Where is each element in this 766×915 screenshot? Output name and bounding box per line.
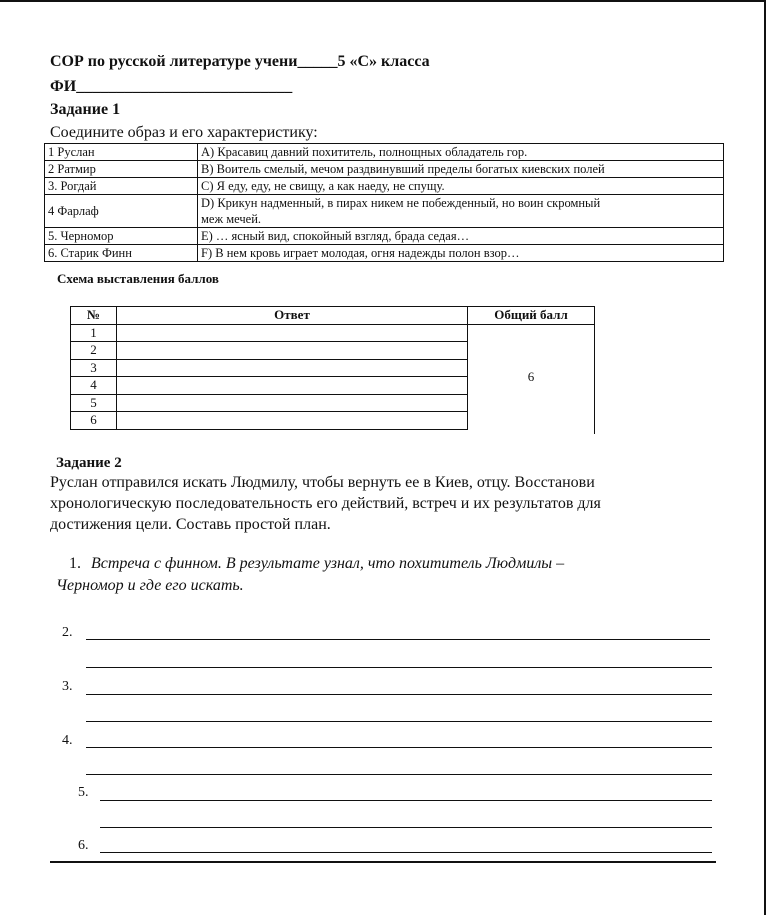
description-cell: A) Красавиц давний похититель, полнощных обладатель гор.: [198, 144, 724, 161]
plan-item-text: Черномор и где его искать.: [56, 577, 244, 594]
scoring-header-row: [71, 307, 595, 325]
row-number: 5: [71, 394, 117, 412]
instruction-line: достижения цели. Составь простой план.: [50, 516, 331, 533]
scoring-row: [71, 324, 595, 342]
scoring-table: [70, 306, 594, 430]
answer-line[interactable]: [100, 800, 712, 801]
instruction-line: Руслан отправился искать Людмилу, чтобы вернуть ее в Киев, отцу. Восстанови: [50, 474, 595, 491]
description-cell: C) Я еду, еду, не свищу, а как наеду, не спущу.: [198, 178, 724, 195]
row-number: 2: [71, 342, 117, 360]
plan-item-1: [56, 553, 565, 597]
frame-top-border: [0, 0, 766, 2]
answer-line[interactable]: [86, 747, 712, 748]
answer-cell[interactable]: [117, 359, 468, 377]
plan-item-number: 3.: [62, 679, 73, 694]
matching-row: [45, 245, 724, 262]
answer-line[interactable]: [86, 639, 710, 640]
description-cell: [198, 195, 724, 228]
matching-row: [45, 195, 724, 228]
matching-table: [44, 143, 724, 262]
plan-item-number: 6.: [78, 838, 89, 853]
plan-item-number: 4.: [62, 733, 73, 748]
answer-line[interactable]: [100, 852, 712, 853]
description-cell: F) В нем кровь играет молодая, огня надежды полон взор…: [198, 245, 724, 262]
document-title: СОР по русской литературе учени_____5 «С» класса: [50, 53, 430, 70]
description-line: D) Крикун надменный, в пирах никем не побежденный, но воин скромный: [201, 196, 601, 210]
row-number: 3: [71, 359, 117, 377]
score-table-right-border: [594, 306, 595, 434]
matching-row: [45, 144, 724, 161]
description-cell: E) … ясный вид, спокойный взгляд, брада седая…: [198, 228, 724, 245]
answer-line[interactable]: [86, 667, 712, 668]
character-cell: 2 Ратмир: [45, 161, 198, 178]
number-header: №: [71, 307, 117, 325]
task1-instruction: Соедините образ и его характеристику:: [50, 124, 318, 141]
row-number: 6: [71, 412, 117, 430]
character-cell: 1 Руслан: [45, 144, 198, 161]
total-score-cell: 6: [468, 324, 595, 429]
plan-item-text: Встреча с финном. В результате узнал, что похититель Людмилы –: [91, 555, 565, 572]
matching-row: [45, 228, 724, 245]
answer-cell[interactable]: [117, 394, 468, 412]
name-field-label: ФИ___________________________: [50, 78, 293, 95]
answer-cell[interactable]: [117, 412, 468, 430]
task2-instruction: [50, 472, 710, 535]
row-number: 1: [71, 324, 117, 342]
answer-line[interactable]: [86, 694, 712, 695]
instruction-line: хронологическую последовательность его действий, встреч и их результатов для: [50, 495, 601, 512]
plan-item-number: 2.: [62, 625, 73, 640]
bottom-rule: [50, 861, 716, 863]
character-cell: 4 Фарлаф: [45, 195, 198, 228]
answer-cell[interactable]: [117, 324, 468, 342]
answer-cell[interactable]: [117, 377, 468, 395]
character-cell: 5. Черномор: [45, 228, 198, 245]
plan-item-number: 5.: [78, 785, 89, 800]
character-cell: 6. Старик Финн: [45, 245, 198, 262]
plan-item-number: 1.: [69, 555, 81, 572]
answer-header: Ответ: [117, 307, 468, 325]
character-cell: 3. Рогдай: [45, 178, 198, 195]
row-number: 4: [71, 377, 117, 395]
matching-row: [45, 161, 724, 178]
description-cell: B) Воитель смелый, мечом раздвинувший пределы богатых киевских полей: [198, 161, 724, 178]
task2-heading: Задание 2: [56, 455, 122, 471]
total-score-header: Общий балл: [468, 307, 595, 325]
task1-heading: Задание 1: [50, 101, 121, 118]
answer-line[interactable]: [86, 721, 712, 722]
answer-line[interactable]: [86, 774, 712, 775]
description-line: меж мечей.: [201, 212, 262, 226]
answer-line[interactable]: [100, 827, 712, 828]
matching-row: [45, 178, 724, 195]
answer-cell[interactable]: [117, 342, 468, 360]
scoring-scheme-title: Схема выставления баллов: [57, 271, 219, 286]
